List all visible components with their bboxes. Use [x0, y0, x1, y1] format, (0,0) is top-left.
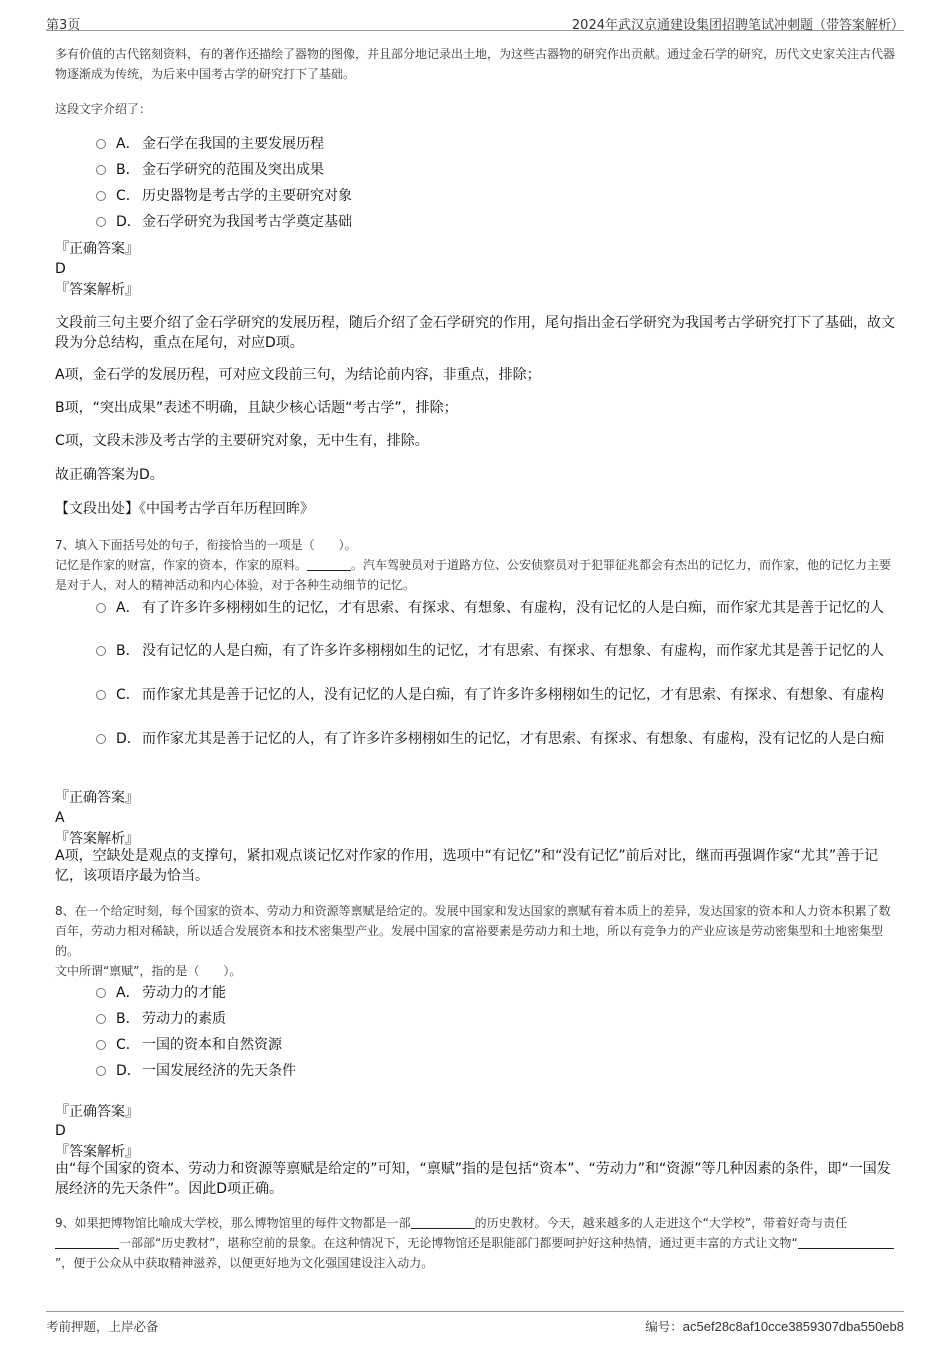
- option-text: 一国的资本和自然资源: [142, 1037, 282, 1053]
- q6-answer: D: [55, 261, 66, 277]
- q9-passage-part: 一部部“历史教材”，堪称空前的景象。在这种情况下，无论博物馆还是职能部门都要呵护好这种热情，通过更丰富的方式让文物“: [119, 1236, 798, 1250]
- q7-passage-part: 记忆是作家的财富，作家的资本，作家的原料。: [55, 558, 308, 572]
- document-title: 2024年武汉京通建设集团招聘笔试冲刺题（带答案解析）: [571, 18, 904, 33]
- option-text: 一国发展经济的先天条件: [142, 1063, 296, 1079]
- option-text: 金石学在我国的主要发展历程: [142, 136, 324, 152]
- q6-analysis-1: 文段前三句主要介绍了金石学研究的发展历程，随后介绍了金石学研究的作用，尾句指出金石学研究为我国考古学研究打下了基础，故文段为分总结构，重点在尾句，对应D项。: [55, 315, 895, 351]
- q9-passage-part: ”，便于公众从中获取精神滋养，以便更好地为文化强国建设注入动力。: [55, 1256, 434, 1270]
- q7-option-a[interactable]: [96, 597, 886, 619]
- radio-icon[interactable]: [96, 139, 106, 149]
- radio-icon[interactable]: [96, 690, 106, 700]
- option-key: A．: [116, 136, 140, 152]
- option-key: C．: [116, 1037, 140, 1053]
- radio-icon[interactable]: [96, 646, 106, 656]
- option-text: 而作家尤其是善于记忆的人，没有记忆的人是白痴，有了许多许多栩栩如生的记忆，才有思索、有探求、有想象、有虚构: [142, 687, 884, 703]
- q7-analysis-label: 『答案解析』: [55, 831, 139, 847]
- q9-passage-part: 的历史教材。今天，越来越多的人走进这个“大学校”，带着好奇与责任: [474, 1216, 848, 1230]
- radio-icon[interactable]: [96, 165, 106, 175]
- q6-option-c[interactable]: [96, 185, 886, 207]
- q6-analysis-3: B项，“突出成果”表述不明确，且缺少核心话题“考古学”，排除；: [55, 400, 458, 416]
- footer-slogan: 考前押题，上岸必备: [46, 1319, 159, 1334]
- fill-blank: [411, 1216, 475, 1229]
- option-key: C．: [116, 188, 140, 204]
- q7-option-d[interactable]: [96, 728, 886, 750]
- q6-analysis-2: A项，金石学的发展历程，可对应文段前三句，为结论前内容，非重点，排除；: [55, 367, 541, 383]
- option-key: B．: [116, 1011, 140, 1027]
- option-text: 劳动力的才能: [142, 985, 226, 1001]
- q8-option-d[interactable]: [96, 1060, 886, 1082]
- q7-passage: [55, 555, 900, 595]
- option-text: 而作家尤其是善于记忆的人，有了许多许多栩栩如生的记忆，才有思索、有探求、有想象、有虚构，没有记忆的人是白痴: [142, 731, 884, 747]
- q8-analysis: 由“每个国家的资本、劳动力和资源等禀赋是给定的”可知，“禀赋”指的是包括“资本”、“劳动力”和“资源”等几种因素的条件，即“一国发展经济的先天条件”。因此D项正确。: [55, 1161, 891, 1197]
- q7-option-c[interactable]: [96, 684, 886, 706]
- q7-title: 7、填入下面括号处的句子，衔接恰当的一项是（ ）。: [55, 538, 357, 552]
- q6-analysis-label: 『答案解析』: [55, 282, 139, 298]
- q8-option-c[interactable]: [96, 1034, 886, 1056]
- q6-analysis-4: C项，文段未涉及考古学的主要研究对象，无中生有，排除。: [55, 433, 429, 449]
- footer-code: [645, 1317, 904, 1335]
- q6-analysis-5: 故正确答案为D。: [55, 467, 164, 483]
- option-key: B．: [116, 162, 140, 178]
- radio-icon[interactable]: [96, 191, 106, 201]
- q7-answer: A: [55, 810, 65, 826]
- q7-answer-label: 『正确答案』: [55, 790, 139, 806]
- option-text: 有了许多许多栩栩如生的记忆，才有思索、有探求、有想象、有虚构，没有记忆的人是白痴，而作家尤其是善于记忆的人: [142, 600, 884, 616]
- option-key: D．: [116, 731, 141, 747]
- page-footer: [46, 1311, 904, 1338]
- q6-answer-label: 『正确答案』: [55, 241, 139, 257]
- q6-option-b[interactable]: [96, 159, 886, 181]
- code-value: ac5ef28c8af10cce3859307dba550eb8: [682, 1319, 904, 1334]
- radio-icon[interactable]: [96, 1066, 106, 1076]
- q9-passage: [55, 1213, 900, 1273]
- q8-option-a[interactable]: [96, 982, 886, 1004]
- option-key: B．: [116, 643, 140, 659]
- fill-blank: [798, 1236, 894, 1249]
- q9-passage-part: 9、如果把博物馆比喻成大学校，那么博物馆里的每件文物都是一部: [55, 1216, 411, 1230]
- radio-icon[interactable]: [96, 734, 106, 744]
- fill-blank: [55, 1236, 119, 1249]
- radio-icon[interactable]: [96, 1014, 106, 1024]
- q7-passage-part: 。汽车驾驶员对于道路方位、公安侦察员对于犯罪征兆都会有杰出的记忆力，而作家，他的记忆力主要是对于人，对人的精神活动和内心体验，对于各种生动细节的记忆。: [55, 558, 892, 592]
- q6-question: 这段文字介绍了：: [55, 102, 152, 116]
- radio-icon[interactable]: [96, 988, 106, 998]
- option-key: D．: [116, 1063, 141, 1079]
- option-text: 金石学研究的范围及突出成果: [142, 162, 324, 178]
- q8-question: 文中所谓“禀赋”，指的是（ ）。: [55, 964, 242, 978]
- radio-icon[interactable]: [96, 217, 106, 227]
- fill-blank: [307, 558, 351, 571]
- radio-icon[interactable]: [96, 603, 106, 613]
- code-label: 编号：: [645, 1319, 683, 1334]
- option-key: C．: [116, 687, 140, 703]
- option-text: 金石学研究为我国考古学奠定基础: [142, 214, 352, 230]
- q6-passage: 多有价值的古代铭刻资料，有的著作还描绘了器物的图像，并且部分地记录出土地，为这些古器物的研究作出贡献。通过金石学的研究，历代文史家关注古代器物逐渐成为传统，为后来中国考古学的研究打下了基础。: [55, 47, 896, 81]
- q8-option-b[interactable]: [96, 1008, 886, 1030]
- q8-analysis-label: 『答案解析』: [55, 1144, 139, 1160]
- option-text: 没有记忆的人是白痴，有了许多许多栩栩如生的记忆，才有思索、有探求、有想象、有虚构，而作家尤其是善于记忆的人: [142, 643, 884, 659]
- radio-icon[interactable]: [96, 1040, 106, 1050]
- q6-option-d[interactable]: [96, 211, 886, 233]
- q7-option-b[interactable]: [96, 640, 886, 662]
- option-key: A．: [116, 600, 140, 616]
- q8-answer: D: [55, 1123, 66, 1139]
- q8-passage: 8、在一个给定时刻，每个国家的资本、劳动力和资源等禀赋是给定的。发展中国家和发达国家的禀赋有着本质上的差异，发达国家的资本和人力资本积累了数百年，劳动力相对稀缺，所以适合发展资本和技术密集型产业。发展中国家的富裕要素是劳动力和土地，所以有竞争力的产业应该是劳动密集型和土地密集型的。: [55, 904, 891, 958]
- option-key: A．: [116, 985, 140, 1001]
- option-key: D．: [116, 214, 141, 230]
- option-text: 历史器物是考古学的主要研究对象: [142, 188, 352, 204]
- q6-source: 【文段出处】《中国考古学百年历程回眸》: [55, 501, 314, 517]
- q8-answer-label: 『正确答案』: [55, 1104, 139, 1120]
- q6-option-a[interactable]: [96, 133, 886, 155]
- option-text: 劳动力的素质: [142, 1011, 226, 1027]
- q7-analysis: A项，空缺处是观点的支撑句，紧扣观点谈记忆对作家的作用，选项中“有记忆”和“没有记忆”前后对比，继而再强调作家“尤其”善于记忆，该项语序最为恰当。: [55, 848, 879, 884]
- page-number: 第3页: [46, 18, 81, 33]
- page-header: [46, 10, 904, 31]
